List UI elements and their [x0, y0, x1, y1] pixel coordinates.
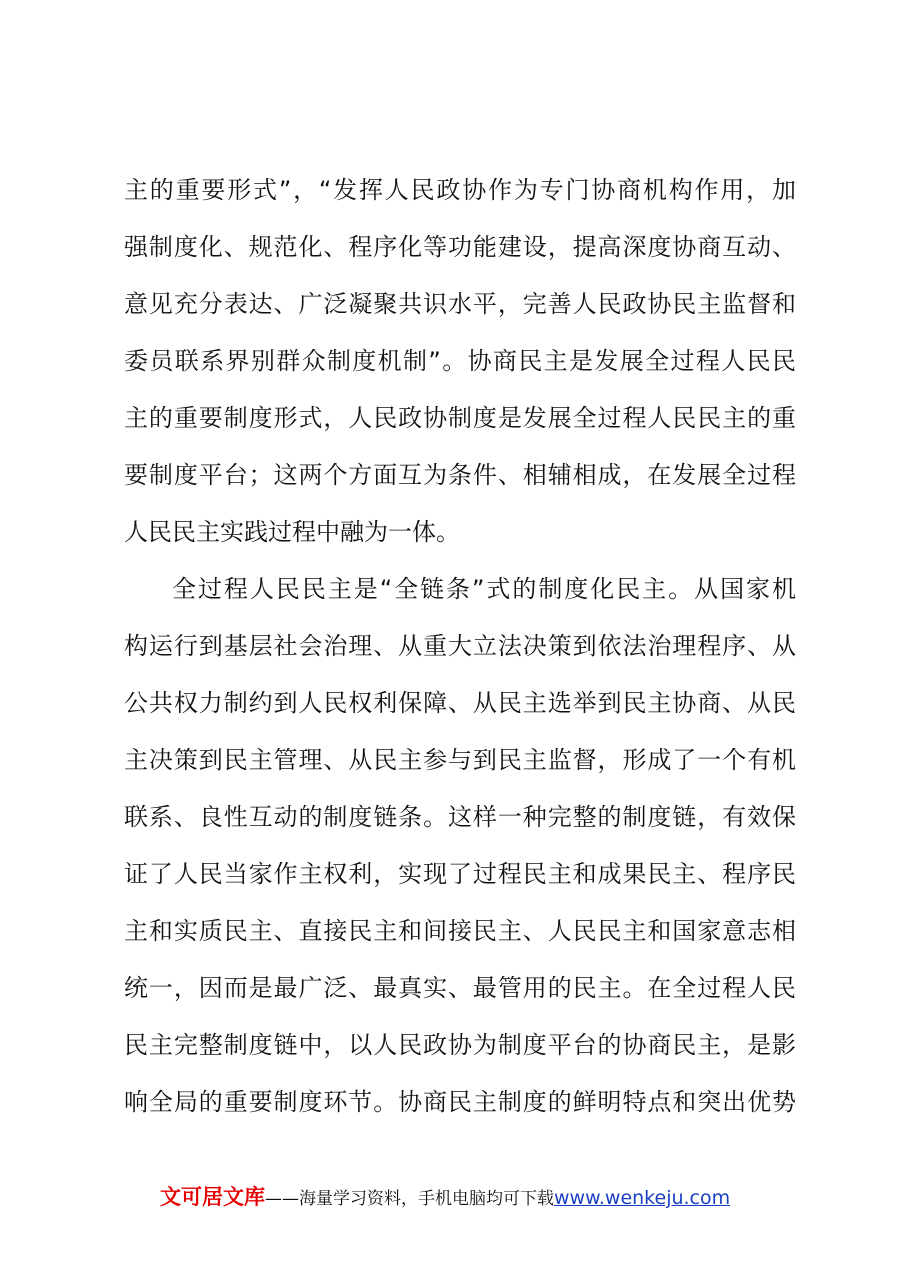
text-line: 联系、良性互动的制度链条。这样一种完整的制度链，有效保: [124, 803, 796, 831]
footer-url-link[interactable]: www.wenkeju.com: [554, 1187, 731, 1209]
text-line: 人民民主实践过程中融为一体。: [124, 518, 460, 546]
text-line: 构运行到基层社会治理、从重大立法决策到依法治理程序、从: [124, 632, 796, 660]
text-line: 强制度化、规范化、程序化等功能建设，提高深度协商互动、: [124, 233, 796, 261]
text-line: 证了人民当家作主权利，实现了过程民主和成果民主、程序民: [124, 860, 796, 888]
paragraph-first-line: 全过程人民民主是“全链条”式的制度化民主。从国家机: [172, 575, 796, 603]
text-line: 主和实质民主、直接民主和间接民主、人民民主和国家意志相: [124, 917, 796, 945]
text-line: 主的重要形式”，“发挥人民政协作为专门协商机构作用，加: [124, 176, 796, 204]
footer-brand: 文可居文库: [160, 1185, 265, 1209]
text-line: 主的重要制度形式，人民政协制度是发展全过程人民民主的重: [124, 404, 796, 432]
text-line: 意见充分表达、广泛凝聚共识水平，完善人民政协民主监督和: [124, 290, 796, 318]
text-line: 民主完整制度链中，以人民政协为制度平台的协商民主，是影: [124, 1031, 796, 1059]
document-body: [124, 162, 796, 1131]
text-line: 主决策到民主管理、从民主参与到民主监督，形成了一个有机: [124, 746, 796, 774]
text-line: 统一，因而是最广泛、最真实、最管用的民主。在全过程人民: [124, 974, 796, 1002]
footer-banner: [160, 1180, 730, 1214]
text-line: 响全局的重要制度环节。协商民主制度的鲜明特点和突出优势: [124, 1088, 796, 1116]
text-line: 公共权力制约到人民权利保障、从民主选举到民主协商、从民: [124, 689, 796, 717]
footer-slogan: ——海量学习资料，手机电脑均可下载: [265, 1189, 554, 1209]
text-line: 要制度平台；这两个方面互为条件、相辅相成，在发展全过程: [124, 461, 796, 489]
text-line: 委员联系界别群众制度机制”。协商民主是发展全过程人民民: [124, 347, 796, 375]
